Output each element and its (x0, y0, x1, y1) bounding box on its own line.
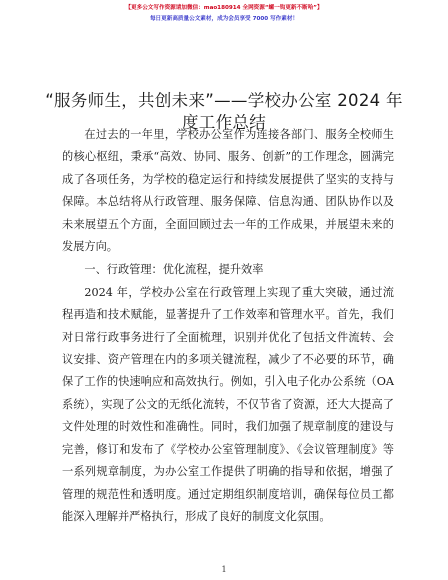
promo-banner (0, 3, 448, 25)
promo-banner-line-2: 每日更新高质量公文素材，成为会员享受 7000 写作素材！ (149, 16, 299, 22)
document-title: “服务师生，共创未来”——学校办公室 2024 年度工作总结 (45, 91, 403, 132)
promo-banner-line-1: 【更多公文写作资源请加微信：mao180914 全网资源“螺一钩更新不断哈”】 (125, 5, 323, 11)
page-number: 1 (221, 565, 227, 574)
intro-paragraph: 在过去的一年里，学校办公室作为连接各部门、服务全校师生的核心枢纽，秉承“高效、协同、服务、创新”的工作理念，圆满完成了各项任务，为学校的稳定运行和持续发展提供了坚实的支持与保障。本总结将从行政管理、服务保障、信息沟通、团队协作以及未来展望五个方面，全面回顾过去一年的工作成果，并展望未来的发展方向。 (62, 128, 394, 254)
document-body (62, 124, 394, 528)
section-paragraph: 2024 年，学校办公室在行政管理上实现了重大突破，通过流程再造和技术赋能，显著提升了工作效率和管理水平。首先，我们对日常行政事务进行了全面梳理，识别并优化了包括文件流转、会议安排、资产管理在内的多项关键流程，减少了不必要的环节，确保了工作的快速响应和高效执行。例如，引入电子化办公系统（OA 系统），实现了公文的无纸化流转，不仅节省了资源，还大大提高了文件处理的时效性和准确性。同时，我们加强了规章制度的建设与完善，修订和发布了《学校办公室管理制度》、《会议管理制度》等一系列规章制度，为办公室工作提供了明确的指导和依据，增强了管理的规范性和透明度。通过定期组织制度培训，确保每位员工都能深入理解并严格执行，形成了良好的制度文化氛围。 (62, 285, 394, 523)
section-heading: 一、行政管理：优化流程，提升效率 (84, 263, 264, 277)
